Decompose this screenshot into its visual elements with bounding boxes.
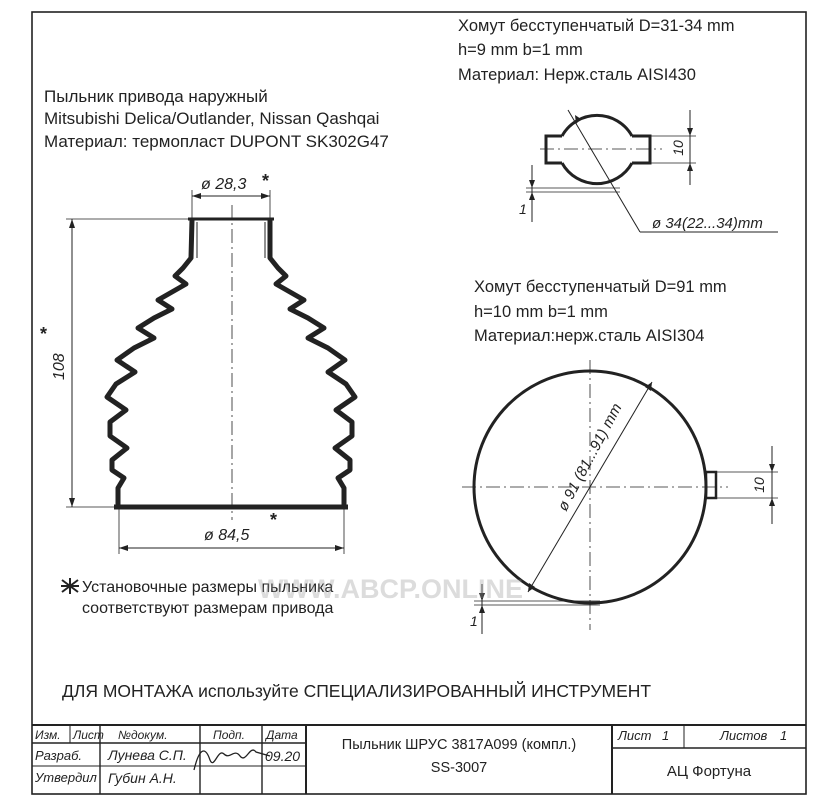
asterisk-icon [61,578,79,594]
clamp-small-dim-b: 1 [519,201,527,217]
clamp-large-title: Хомут бесступенчатый D=91 mm [474,278,727,296]
note-line1: Установочные размеры пыльника [82,579,334,596]
tb-row1-name: Лунева С.П. [108,747,187,763]
instruction-text: ДЛЯ МОНТАЖА используйте СПЕЦИАЛИЗИРОВАННЫЙ ИНСТРУМЕНТ [62,681,652,701]
tb-code: SS-3007 [430,760,488,776]
tb-sheet-label: Лист [618,728,652,743]
clamp-small-drawing [526,110,778,232]
tb-row1-label: Разраб. [35,748,83,763]
tb-header-ndok: №докум. [118,728,168,742]
clamp-small-dim-d: ø 34(22...34)mm [652,215,763,232]
clamp-small-title: Хомут бесступенчатый D=31-34 mm [458,17,735,35]
dim-top-label: ø 28,3 [201,176,247,193]
clamp-small-hb: h=9 mm b=1 mm [458,41,583,59]
note-line2: соответствуют размерам привода [82,600,334,617]
boot-left-profile [107,220,192,507]
boot-right-profile [270,220,355,507]
star-mark-height: * [40,324,48,344]
tb-header-izm: Изм. [35,728,61,742]
clamp-large-hb: h=10 mm b=1 mm [474,303,608,321]
dim-height-label: 108 [51,353,68,380]
tb-header-podp: Подп. [213,728,245,742]
boot-material: Материал: термопласт DUPONT SK302G47 [44,132,389,151]
tb-header-list: Лист [73,728,104,742]
tb-sheets-label: Листов [720,728,768,743]
clamp-large-dim-h: 10 [751,477,767,493]
tb-row2-label: Утвердил [35,770,97,785]
tb-row2-name: Губин А.Н. [108,770,177,786]
clamp-small-material: Материал: Нерж.сталь AISI430 [458,66,696,84]
clamp-large-material: Материал:нерж.сталь AISI304 [474,327,705,345]
boot-inner-lines [197,222,265,258]
boot-models: Mitsubishi Delica/Outlander, Nissan Qashqai [44,109,380,128]
star-mark-bottom: * [270,510,278,530]
tb-product: Пыльник ШРУС 3817A099 (компл.) [341,737,577,753]
clamp-small-dim-h: 10 [670,140,686,156]
watermark: WWW.ABCP.ONLINE [258,574,523,604]
star-mark-top: * [262,171,270,191]
tb-row1-date: 09.20 [265,748,301,764]
boot-title: Пыльник привода наружный [44,87,268,106]
tb-sheet-value: 1 [662,728,670,743]
clamp-large-dim-d: ø 91 (81...91) mm [554,400,626,514]
tb-company: АЦ Фортуна [666,763,752,780]
clamp-large-dim-b: 1 [470,613,478,629]
boot-drawing [66,190,355,554]
signature-icon [194,750,270,770]
tb-header-data: Дата [266,728,298,742]
dim-bottom-label: ø 84,5 [204,527,250,544]
tb-sheets-value: 1 [780,728,788,743]
